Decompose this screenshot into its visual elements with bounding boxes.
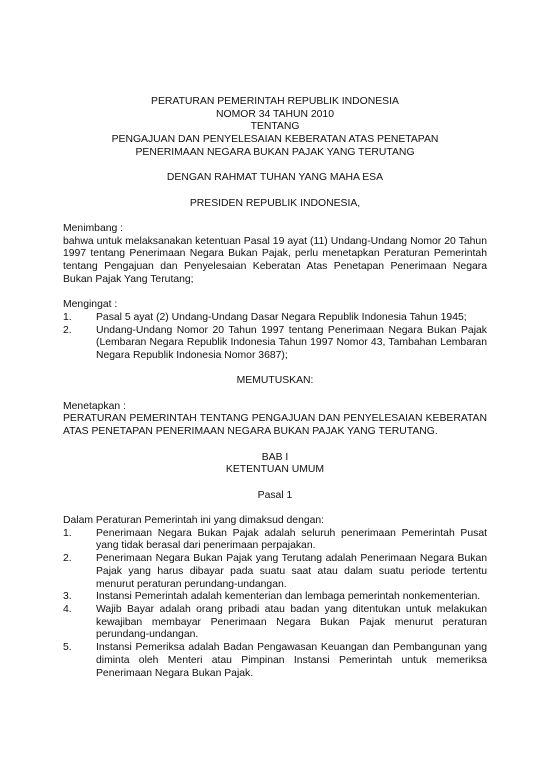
chapter-heading — [63, 452, 487, 477]
list-item-number: 1. — [63, 527, 72, 539]
regulation-subject-line-2: PENERIMAAN NEGARA BUKAN PAJAK YANG TERUTANG — [135, 146, 415, 158]
list-item-number: 2. — [63, 553, 72, 565]
menimbang-section — [63, 223, 487, 287]
memutuskan-heading: MEMUTUSKAN: — [236, 375, 314, 387]
list-item-text: Penerimaan Negara Bukan Pajak adalah seluruh penerimaan Pemerintah Pusat yang tidak berasal dari penerimaan perpajakan. — [96, 527, 487, 552]
mengingat-label: Mengingat : — [63, 299, 118, 311]
definitions-list — [63, 528, 487, 680]
list-item-text: Instansi Pemerintah adalah kementerian dan lembaga pemerintah nonkementerian. — [96, 591, 481, 603]
list-item-number: 4. — [63, 603, 72, 615]
article-section — [63, 515, 487, 680]
list-item — [63, 591, 487, 604]
regulation-about: TENTANG — [250, 121, 300, 133]
list-item — [63, 553, 487, 591]
list-item-number: 1. — [63, 311, 72, 323]
list-item-number: 3. — [63, 591, 72, 603]
regulation-header — [63, 96, 487, 160]
list-item-text: Wajib Bayar adalah orang pribadi atau badan yang ditentukan untuk melakukan kewajiban membayar Penerimaan Negara Bukan Pajak menurut peraturan perundang-undangan. — [96, 603, 487, 641]
list-item-text: Penerimaan Negara Bukan Pajak yang Terutang adalah Penerimaan Negara Bukan Pajak yang harus dibayar pada suatu saat atau dalam suatu periode tertentu menurut peraturan perundang-undangan. — [96, 553, 487, 590]
regulation-subject-line-1: PENGAJUAN DAN PENYELESAIAN KEBERATAN ATAS PENETAPAN — [111, 134, 439, 146]
president-line: PRESIDEN REPUBLIK INDONESIA, — [189, 197, 361, 209]
list-item-text: Pasal 5 ayat (2) Undang-Undang Dasar Negara Republik Indonesia Tahun 1945; — [96, 311, 467, 323]
menetapkan-text: PERATURAN PEMERINTAH TENTANG PENGAJUAN DAN PENYELESAIAN KEBERATAN ATAS PENETAPAN PENERIMAAN NEGARA BUKAN PAJAK YANG TERUTANG. — [63, 413, 487, 438]
mengingat-list — [63, 312, 487, 363]
list-item-text: Instansi Pemeriksa adalah Badan Pengawasan Keuangan dan Pembangunan yang diminta oleh Menteri atau Pimpinan Instansi Pemerintah untuk memeriksa Penerimaan Negara Bukan Pajak. — [96, 642, 487, 679]
article-intro: Dalam Peraturan Pemerintah ini yang dimaksud dengan: — [63, 515, 325, 527]
chapter-title: KETENTUAN UMUM — [225, 464, 325, 476]
list-item — [63, 604, 487, 642]
mengingat-section — [63, 299, 487, 363]
list-item — [63, 642, 487, 680]
list-item-number: 5. — [63, 642, 72, 654]
regulation-title: PERATURAN PEMERINTAH REPUBLIK INDONESIA — [151, 96, 399, 107]
article-title: Pasal 1 — [257, 489, 293, 501]
chapter-number: BAB I — [261, 451, 289, 463]
menetapkan-section — [63, 401, 487, 439]
list-item — [63, 528, 487, 553]
document-body — [63, 96, 487, 680]
menimbang-text: bahwa untuk melaksanakan ketentuan Pasal 19 ayat (11) Undang-Undang Nomor 20 Tahun 1997 tentang Penerimaan Negara Bukan Pajak, perlu menetapkan Peraturan Pemerintah tentang Pengajuan dan Penyelesaian Keberatan Atas Penetapan Penerimaan Negara Bukan Pajak Yang Terutang; — [63, 235, 487, 285]
list-item — [63, 325, 487, 363]
blessing-line: DENGAN RAHMAT TUHAN YANG MAHA ESA — [166, 172, 384, 184]
list-item-number: 2. — [63, 324, 72, 336]
list-item — [63, 312, 487, 325]
regulation-number: NOMOR 34 TAHUN 2010 — [216, 108, 334, 120]
menimbang-label: Menimbang : — [63, 222, 124, 234]
list-item-text: Undang-Undang Nomor 20 Tahun 1997 tentang Penerimaan Negara Bukan Pajak (Lembaran Negara Republik Indonesia Tahun 1997 Nomor 43, Tambahan Lembaran Negara Republik Indonesia Nomor 3687); — [96, 324, 487, 361]
menetapkan-label: Menetapkan : — [63, 400, 126, 412]
